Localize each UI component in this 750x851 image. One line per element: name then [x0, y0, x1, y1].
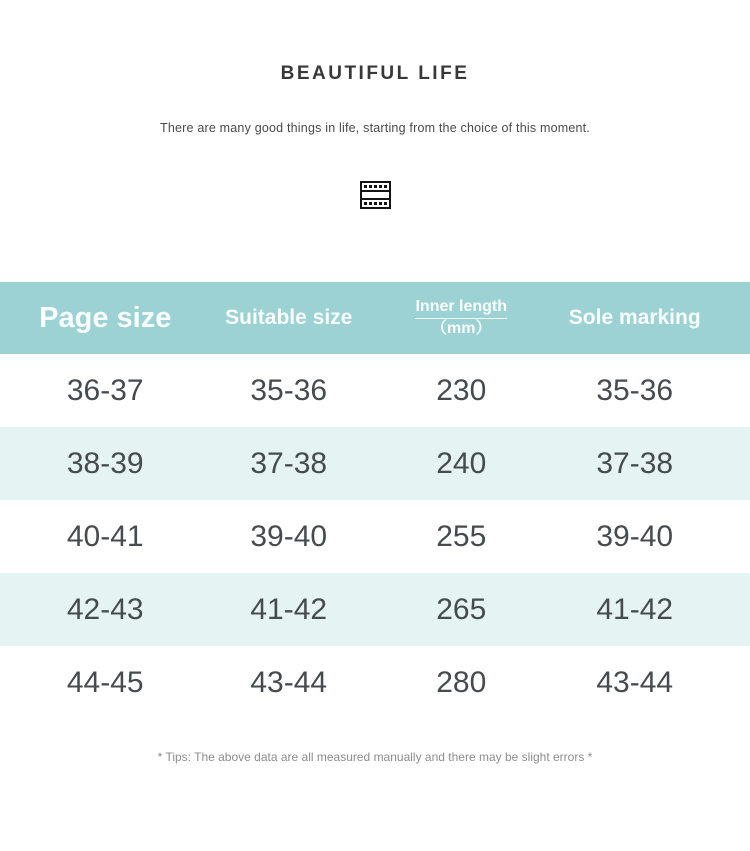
table-cell-sole-marking: 43-44: [596, 665, 674, 699]
column-header-inner-length-unit: （mm）: [431, 320, 492, 337]
column-header-inner-length: [375, 297, 548, 339]
table-cell-inner-length: 230: [436, 373, 487, 407]
column-header-page-size: Page size: [39, 301, 172, 334]
table-cell-page-size: 44-45: [66, 665, 144, 699]
table-cell-inner-length: 265: [436, 592, 487, 626]
table-header-row: [0, 282, 750, 354]
table-cell-suitable-size: 37-38: [250, 446, 328, 480]
table-cell-sole-marking: 41-42: [596, 592, 674, 626]
film-frame-icon: [360, 181, 391, 209]
tips-note: * Tips: The above data are all measured manually and there may be slight errors *: [157, 750, 593, 764]
table-cell-page-size: 36-37: [66, 373, 144, 407]
film-sprockets-bottom: [362, 198, 389, 207]
page-title: BEAUTIFUL LIFE: [280, 63, 470, 84]
table-body: [0, 354, 750, 719]
column-header-sole-marking: Sole marking: [568, 306, 701, 329]
table-row: [0, 646, 750, 719]
table-cell-sole-marking: 37-38: [596, 446, 674, 480]
table-cell-suitable-size: 39-40: [250, 519, 328, 553]
table-cell-inner-length: 280: [436, 665, 487, 699]
table-cell-sole-marking: 35-36: [596, 373, 674, 407]
table-cell-inner-length: 240: [436, 446, 487, 480]
table-cell-suitable-size: 41-42: [250, 592, 328, 626]
table-row: [0, 500, 750, 573]
table-cell-suitable-size: 35-36: [250, 373, 328, 407]
table-cell-suitable-size: 43-44: [250, 665, 328, 699]
tagline-text: There are many good things in life, starting from the choice of this moment.: [160, 121, 590, 135]
size-table: [0, 282, 750, 719]
column-header-suitable-size: Suitable size: [225, 306, 353, 329]
table-cell-inner-length: 255: [436, 519, 487, 553]
column-header-inner-length-label: Inner length: [415, 297, 507, 319]
table-cell-page-size: 42-43: [66, 592, 144, 626]
table-cell-sole-marking: 39-40: [596, 519, 674, 553]
table-row: [0, 573, 750, 646]
table-row: [0, 354, 750, 427]
table-cell-page-size: 40-41: [66, 519, 144, 553]
film-sprockets-top: [362, 183, 389, 192]
table-row: [0, 427, 750, 500]
table-cell-page-size: 38-39: [66, 446, 144, 480]
